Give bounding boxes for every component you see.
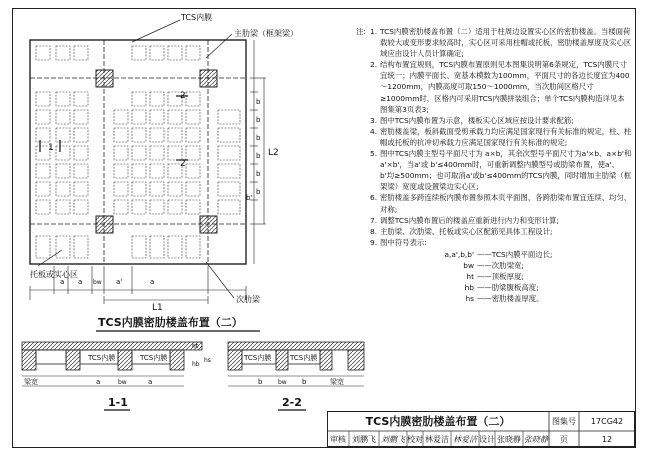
note-number: 6. xyxy=(370,193,378,203)
s1-beam-label: 梁宽 xyxy=(24,378,38,386)
note-item xyxy=(370,192,632,214)
right-dim-b: b xyxy=(256,116,261,124)
note-text: 结构布置宜规则，TCS内膜布置原则见本图集说明第6条规定，TCS内膜尺寸宜统一；内膜平面长、宽基本模数为100mm，平面尺寸的各边长度宜为400～1200mm，内膜高度可取150～1000mm，当次肋间区格尺寸≥1000mm时，区格内可采用TCS内膜拼装组合；单个TCS内膜构造详见本图集第3页表3; xyxy=(380,60,630,114)
notes-panel xyxy=(356,26,632,304)
note-text: 图中符号表示: xyxy=(380,237,427,247)
note-number: 5. xyxy=(370,149,378,159)
legend-desc: ——次肋梁宽; xyxy=(477,260,524,270)
s2-dim-b: b xyxy=(258,378,263,386)
notes-list xyxy=(370,26,632,248)
atlas-number: 17CG42 xyxy=(590,416,624,426)
page-number: 12 xyxy=(601,434,613,444)
dim-bw: bw xyxy=(93,279,102,286)
legend-desc: ——顶板厚度; xyxy=(477,272,524,282)
s2-dim-bw: bw xyxy=(278,379,287,386)
label-tcs: TCS内膜 xyxy=(181,13,213,22)
legend-row xyxy=(430,271,632,282)
note-number: 8. xyxy=(370,226,378,236)
s1-dim-bw: bw xyxy=(118,379,127,386)
legend-desc: ——TCS内膜平面边长; xyxy=(477,249,553,259)
s2-beam-label: 梁宽 xyxy=(330,378,344,386)
note-text: 主肋梁、次肋梁、托板或实心区配筋见具体工程设计; xyxy=(380,226,553,236)
section-1-title: 1-1 xyxy=(108,396,128,409)
s1-dim-hb: hb xyxy=(192,361,200,368)
dim-a-2: a xyxy=(78,278,83,286)
note-text: 调整TCS内膜布置后的楼盖应重新进行内力和变形计算; xyxy=(380,215,560,225)
note-item xyxy=(370,148,632,192)
label-main-beam: 主肋梁（框架梁） xyxy=(234,29,298,38)
s1-dim-a2: a xyxy=(148,378,153,386)
dim-a-1: a xyxy=(60,278,65,286)
s2-dim-b2: b xyxy=(302,378,307,386)
legend-row xyxy=(430,260,632,271)
right-dim-b: b xyxy=(256,152,261,160)
design-label: 设计 xyxy=(479,434,495,444)
s2-tcs-label-2: TCS内膜 xyxy=(290,354,318,362)
note-item xyxy=(370,215,632,226)
page-label: 页 xyxy=(560,434,568,444)
s1-tcs-label-2: TCS内膜 xyxy=(140,354,168,362)
legend-desc: ——肋梁腹板高度; xyxy=(477,283,539,293)
legend-row xyxy=(430,293,632,304)
note-text: 图中TCS内膜主型号平面尺寸为 a×b，其余次型号平面尺寸为a'×b、a×b'和a'×b'，当a'或 b'≤400mm时，可重新调整内膜型号或肋梁布置，使a'、b'均≥500mm；也可取消a'或b'≤400mm的TCS内膜，同时增加主肋梁（框架梁）宽度或设置梁边实心区; xyxy=(380,149,632,192)
dim-l1: L1 xyxy=(152,303,163,313)
checker-name: 林爱洁 xyxy=(425,434,449,444)
plan-title: TCS内膜密肋楼盖布置（二） xyxy=(98,316,243,329)
reviewer-signature: 刘鹏飞 xyxy=(381,434,405,444)
drawing-title: TCS内膜密肋楼盖布置（二） xyxy=(365,415,511,428)
note-text: 密肋楼盖梁，板斜截面受剪承载力均应满足国家现行有关标准的规定，柱、柱帽或托板的抗冲切承载力应满足国家现行有关标准的规定; xyxy=(380,126,632,147)
dim-l2: L2 xyxy=(268,148,279,158)
section-2-title: 2-2 xyxy=(282,396,302,409)
right-dim-b: b xyxy=(256,188,261,196)
note-number: 7. xyxy=(370,215,378,225)
section-mark-1: 1 xyxy=(48,143,54,153)
note-item xyxy=(370,226,632,237)
legend-symbol: hs xyxy=(465,294,474,304)
dim-a-3: a xyxy=(150,278,155,286)
note-number: 4. xyxy=(370,126,378,136)
note-number: 1. xyxy=(370,27,378,36)
note-number: 9. xyxy=(370,237,378,247)
checker-signature: 林爱洁 xyxy=(453,434,477,444)
designer-signature: 张晓静 xyxy=(524,434,548,444)
legend-row xyxy=(430,282,632,293)
note-item xyxy=(370,59,632,114)
note-item xyxy=(370,26,632,59)
note-item xyxy=(370,115,632,126)
label-solid-zone: 托板或实心区 xyxy=(30,270,78,279)
symbol-legend xyxy=(370,249,632,304)
dim-b-prime: b' xyxy=(246,194,253,202)
note-number: 2. xyxy=(370,60,378,70)
s1-dim-a: a xyxy=(96,378,101,386)
section-1-1 xyxy=(22,342,202,386)
legend-symbol: a,a',b,b' xyxy=(444,249,474,259)
dim-a-prime: a' xyxy=(116,278,123,286)
s1-dim-ht: ht xyxy=(192,343,199,350)
designer-name: 张晓静 xyxy=(497,434,521,444)
note-item xyxy=(370,126,632,148)
legend-desc: ——密肋楼盖厚度。 xyxy=(477,294,544,304)
right-dim-b: b xyxy=(256,134,261,142)
s1-dim-hs: hs xyxy=(204,357,211,364)
s1-tcs-label-1: TCS内膜 xyxy=(88,354,116,362)
note-text: TCS内膜密肋楼盖布置（二）适用于柱周边设置实心区的密肋楼盖。当楼面荷载较大或变形要求较高时，实心区可采用柱帽或托板，密肋楼盖厚度及实心区域应由设计人员计算确定; xyxy=(380,27,632,59)
note-number: 3. xyxy=(370,115,378,125)
review-label: 审核 xyxy=(330,434,346,444)
legend-row xyxy=(430,249,632,260)
section-mark-2a: 2 xyxy=(180,91,186,101)
note-item xyxy=(370,237,632,248)
legend-symbol: hb xyxy=(464,283,474,293)
legend-symbol: bw xyxy=(463,260,474,270)
right-dim-b: b xyxy=(256,98,261,106)
s2-tcs-label-1: TCS内膜 xyxy=(244,354,272,362)
check-label: 校对 xyxy=(407,434,423,444)
reviewer-name: 刘鹏飞 xyxy=(352,434,376,444)
right-dim-b: b xyxy=(256,170,261,178)
note-text: 密肋楼盖多跨连续板内膜布置参照本页平面图，各跨肋梁布置宜连续、均匀、对称; xyxy=(380,193,632,214)
notes-label: 注: xyxy=(356,27,366,36)
note-text: 图中TCS内膜布置为示意，楼板实心区域应按设计要求配筋; xyxy=(380,115,574,125)
label-secondary-rib: 次肋梁 xyxy=(236,295,260,304)
title-block xyxy=(327,411,635,447)
atlas-label: 图集号 xyxy=(552,416,576,426)
legend-symbol: ht xyxy=(466,272,474,282)
section-mark-2b: 2 xyxy=(180,159,186,169)
